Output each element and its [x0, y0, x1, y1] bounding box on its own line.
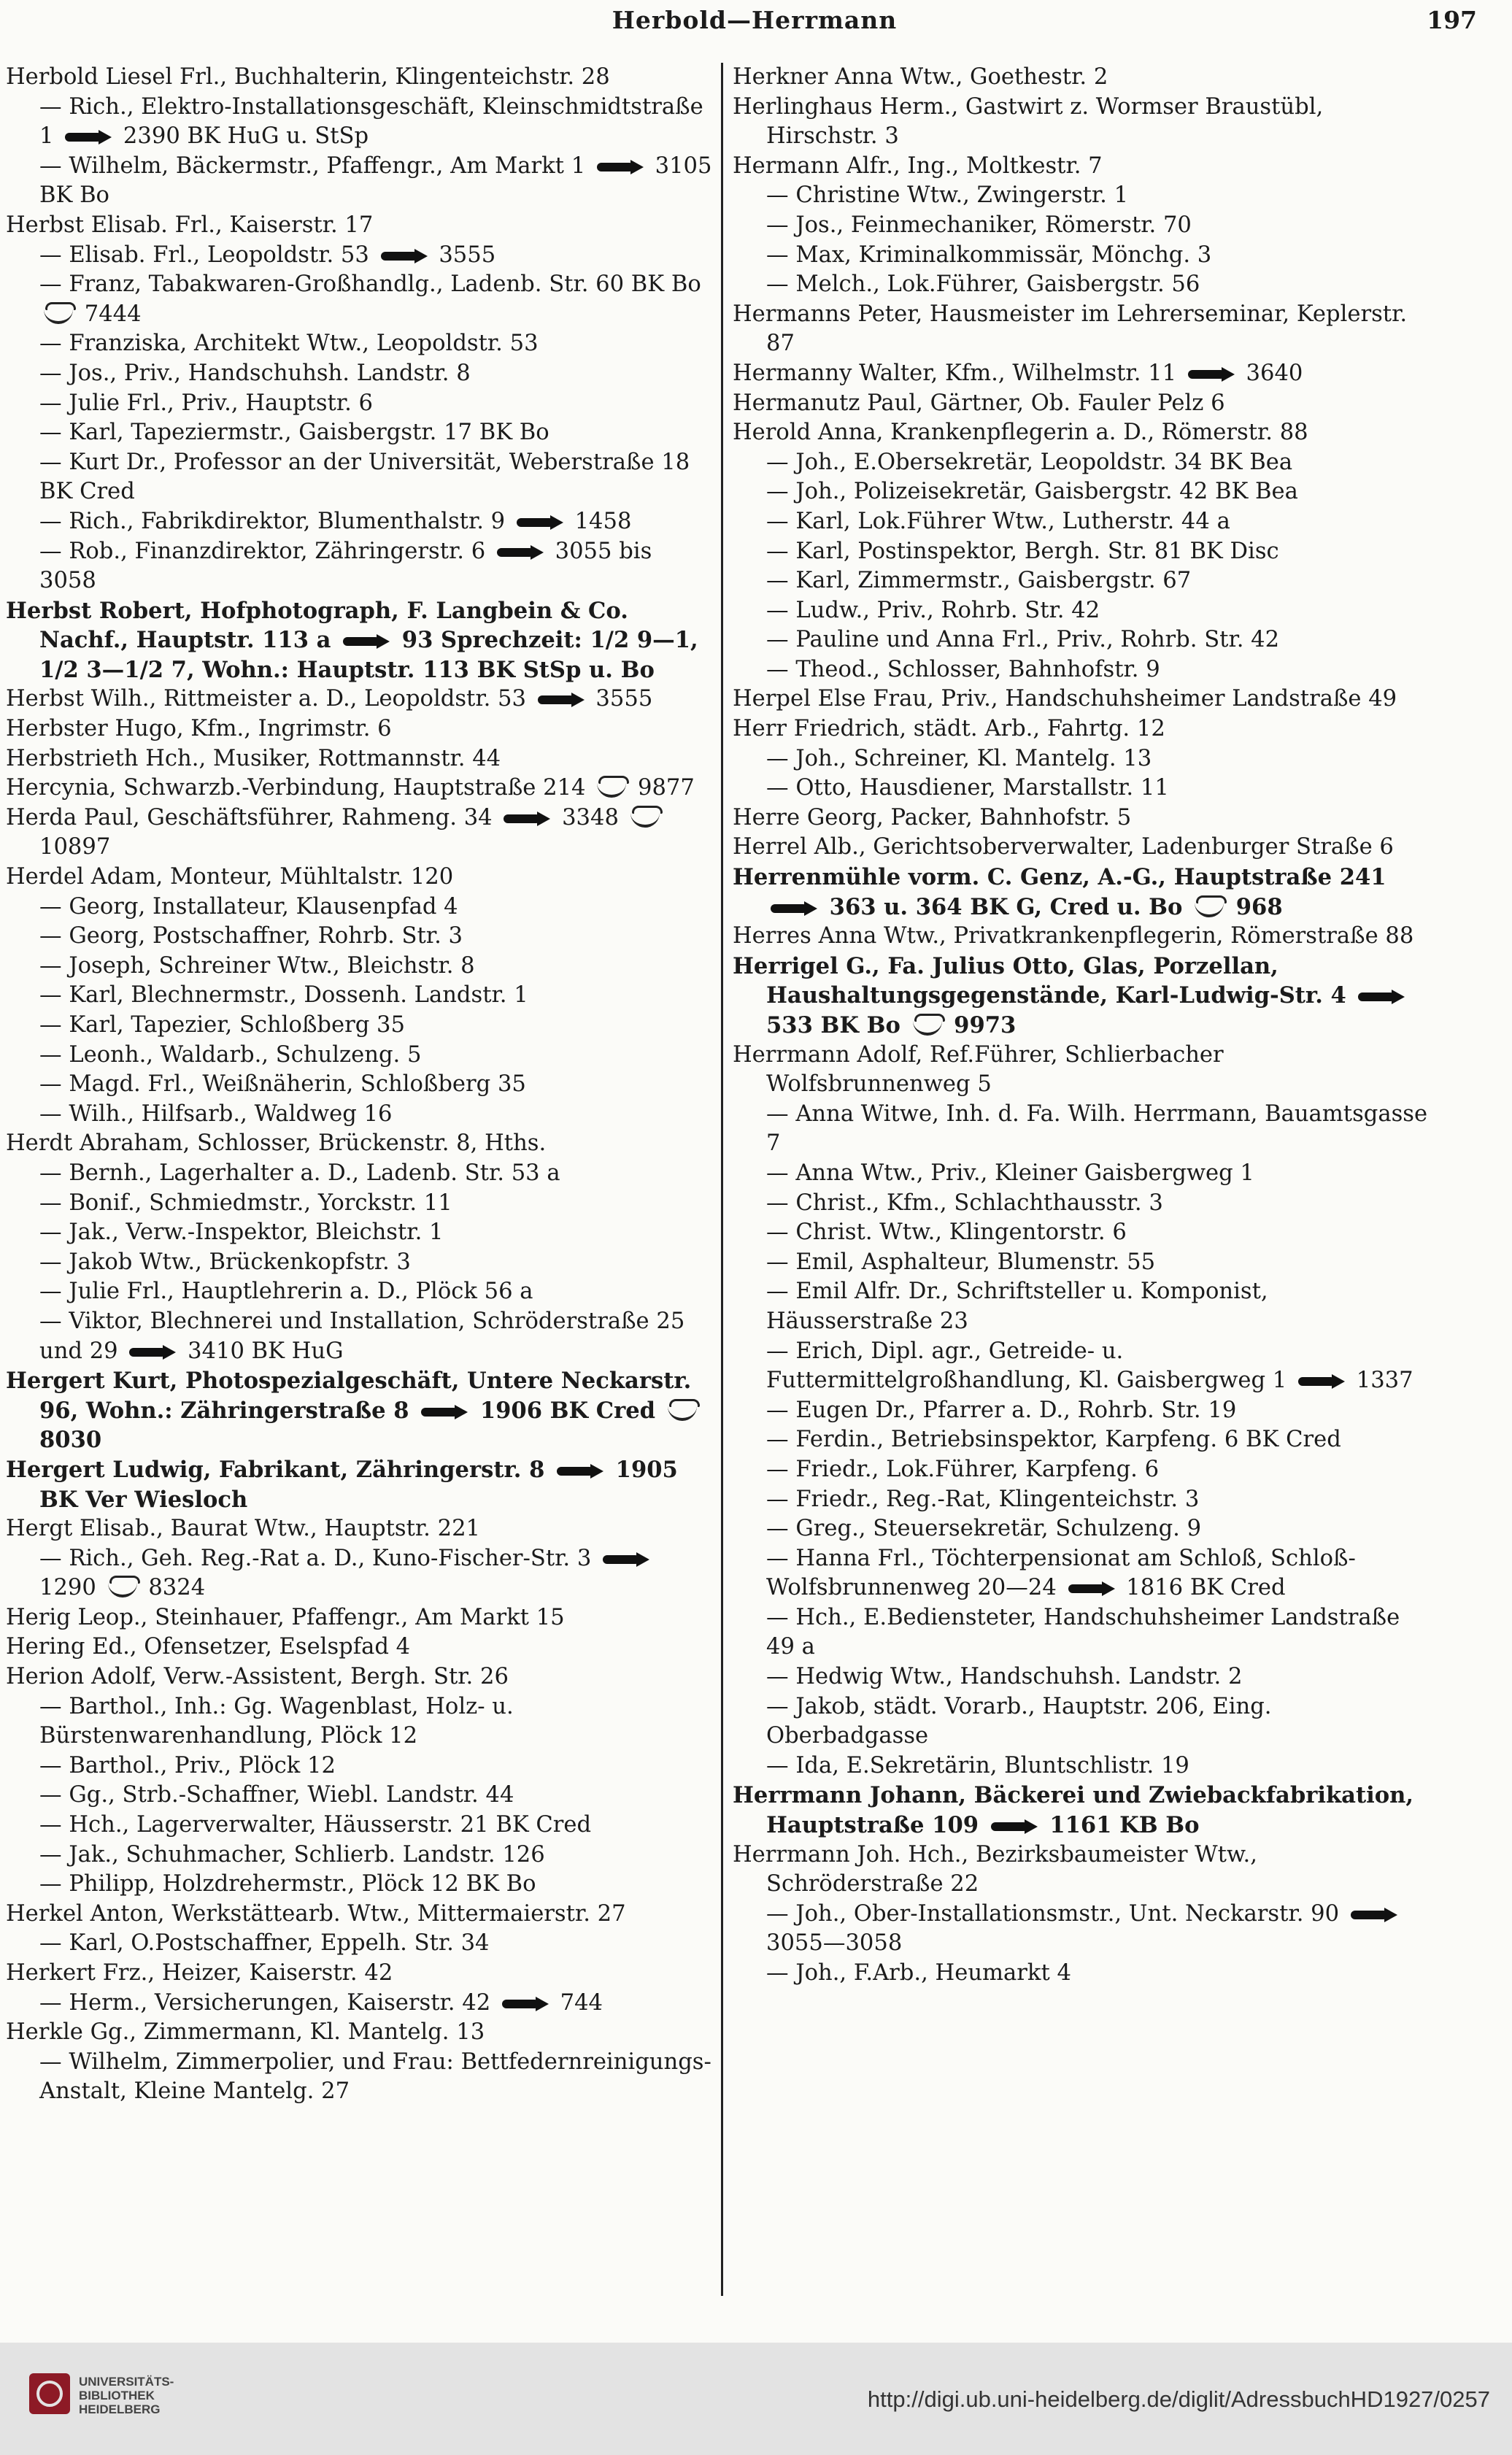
directory-entry: — Jak., Verw.-Inspektor, Bleichstr. 1	[39, 1219, 444, 1246]
directory-entry: — Ludw., Priv., Rohrb. Str. 42	[766, 597, 1100, 623]
directory-entry: — Anna Wtw., Priv., Kleiner Gaisbergweg 1	[766, 1160, 1254, 1186]
phone-pointer-icon	[1188, 367, 1235, 382]
page-header	[15, 6, 1494, 38]
phone-pointer-icon	[557, 1464, 603, 1479]
directory-entry: — Wilhelm, Zimmerpolier, und Frau: Bettfedernreinigungs-Anstalt, Kleine Mantelg. 27	[39, 2049, 711, 2105]
directory-entry: — Erich, Dipl. agr., Getreide- u. Futtermittelgroßhandlung, Kl. Gaisbergweg 1 1337	[766, 1338, 1413, 1394]
directory-entry: — Max, Kriminalkommissär, Mönchg. 3	[766, 242, 1212, 268]
directory-entry: — Jakob Wtw., Brückenkopfstr. 3	[39, 1249, 411, 1275]
directory-entry: — Karl, Postinspektor, Bergh. Str. 81 BK Disc	[766, 538, 1279, 564]
directory-entry: — Pauline und Anna Frl., Priv., Rohrb. Str. 42	[766, 627, 1280, 653]
directory-entry: Herlinghaus Herm., Gastwirt z. Wormser Braustübl, Hirschstr. 3	[733, 93, 1324, 150]
phone-pointer-icon	[504, 812, 550, 826]
directory-entry: — Joh., Schreiner, Kl. Mantelg. 13	[766, 745, 1152, 771]
directory-entry: — Philipp, Holzdrehermstr., Plöck 12 BK Bo	[39, 1871, 536, 1897]
telephone-icon	[668, 1403, 697, 1421]
directory-entry: — Gg., Strb.-Schaffner, Wiebl. Landstr. 44	[39, 1782, 514, 1808]
directory-entry: — Karl, Tapezier, Schloßberg 35	[39, 1012, 405, 1038]
page-number: 197	[1427, 6, 1477, 34]
directory-entry: Hermanutz Paul, Gärtner, Ob. Fauler Pelz 6	[733, 390, 1225, 416]
directory-entry: Herrmann Adolf, Ref.Führer, Schlierbacher Wolfsbrunnenweg 5	[733, 1041, 1224, 1098]
directory-entry: — Christine Wtw., Zwingerstr. 1	[766, 182, 1129, 209]
directory-entry: Herrmann Joh. Hch., Bezirksbaumeister Wtw., Schröderstraße 22	[733, 1841, 1257, 1897]
telephone-icon	[597, 780, 626, 798]
phone-pointer-icon	[771, 901, 817, 916]
directory-entry: — Eugen Dr., Pfarrer a. D., Rohrb. Str. 19	[766, 1397, 1237, 1423]
directory-entry: Herion Adolf, Verw.-Assistent, Bergh. Str. 26	[6, 1664, 509, 1690]
directory-entry: Hergert Ludwig, Fabrikant, Zähringerstr. 8 1905 BK Ver Wiesloch	[6, 1456, 678, 1513]
library-logo[interactable]	[29, 2373, 175, 2429]
directory-entry: — Kurt Dr., Professor an der Universität, Weberstraße 18 BK Cred	[39, 449, 690, 505]
phone-pointer-icon	[381, 249, 428, 263]
directory-entry: — Bernh., Lagerhalter a. D., Ladenb. Str. 53 a	[39, 1160, 560, 1186]
directory-entry: — Joh., F.Arb., Heumarkt 4	[766, 1960, 1071, 1986]
directory-entry: Herrenmühle vorm. C. Genz, A.-G., Hauptstraße 241 363 u. 364 BK G, Cred u. Bo 968	[733, 864, 1386, 920]
directory-entry: — Joh., E.Obersekretär, Leopoldstr. 34 BK Bea	[766, 449, 1293, 475]
directory-entry: — Wilhelm, Bäckermstr., Pfaffengr., Am Markt 1 3105 BK Bo	[39, 153, 712, 209]
directory-entry: Herbold Liesel Frl., Buchhalterin, Klingenteichstr. 28	[6, 64, 610, 90]
logo-line: BIBLIOTHEK	[79, 2389, 155, 2402]
directory-entry: — Hanna Frl., Töchterpensionat am Schloß, Schloß-Wolfsbrunnenweg 20—24 1816 BK Cred	[766, 1545, 1356, 1601]
directory-entry: — Franz, Tabakwaren-Großhandlg., Ladenb. Str. 60 BK Bo 7444	[39, 271, 701, 327]
directory-entry: — Leonh., Waldarb., Schulzeng. 5	[39, 1041, 422, 1068]
phone-pointer-icon	[1068, 1581, 1115, 1596]
directory-entry: — Joh., Ober-Installationsmstr., Unt. Neckarstr. 90 3055—3058	[733, 1900, 1433, 1959]
phone-pointer-icon	[991, 1819, 1038, 1834]
phone-pointer-icon	[1358, 990, 1405, 1004]
directory-entry: — Otto, Hausdiener, Marstallstr. 11	[766, 775, 1169, 801]
directory-entry: Herkner Anna Wtw., Goethestr. 2	[733, 64, 1108, 90]
directory-entry: — Ida, E.Sekretärin, Bluntschlistr. 19	[766, 1752, 1189, 1778]
directory-entry: — Jakob, städt. Vorarb., Hauptstr. 206, Eing. Oberbadgasse	[766, 1693, 1272, 1749]
right-column	[733, 63, 1433, 1989]
directory-entry: — Ferdin., Betriebsinspektor, Karpfeng. 6 BK Cred	[766, 1427, 1341, 1453]
seal-icon	[29, 2373, 70, 2414]
phone-pointer-icon	[129, 1345, 176, 1360]
logo-line: UNIVERSITÄTS-	[79, 2375, 174, 2389]
directory-entry: Hergt Elisab., Baurat Wtw., Hauptstr. 221	[6, 1516, 480, 1542]
source-url[interactable]: http://digi.ub.uni-heidelberg.de/diglit/AdressbuchHD1927/0257	[867, 2386, 1490, 2412]
directory-entry: Herrmann Johann, Bäckerei und Zwiebackfabrikation, Hauptstraße 109 1161 KB Bo	[733, 1782, 1414, 1839]
phone-pointer-icon	[497, 545, 544, 560]
directory-entry: — Jos., Feinmechaniker, Römerstr. 70	[766, 212, 1192, 238]
directory-entry: Herbst Elisab. Frl., Kaiserstr. 17	[6, 212, 374, 238]
directory-entry: — Joseph, Schreiner Wtw., Bleichstr. 8	[39, 952, 475, 979]
directory-entry: Herold Anna, Krankenpflegerin a. D., Römerstr. 88	[733, 420, 1308, 446]
directory-entry: Herbst Wilh., Rittmeister a. D., Leopoldstr. 53 3555	[6, 686, 653, 712]
telephone-icon	[44, 307, 73, 324]
directory-entry: — Emil Alfr. Dr., Schriftsteller u. Komponist, Häusserstraße 23	[766, 1279, 1268, 1334]
running-title: Herbold—Herrmann	[612, 6, 898, 34]
directory-entry: — Joh., Polizeisekretär, Gaisbergstr. 42 BK Bea	[766, 479, 1298, 505]
directory-entry: — Christ., Kfm., Schlachthausstr. 3	[766, 1190, 1163, 1216]
directory-entry: — Elisab. Frl., Leopoldstr. 53 3555	[39, 242, 496, 268]
directory-entry: — Hedwig Wtw., Handschuhsh. Landstr. 2	[766, 1664, 1243, 1690]
directory-entry: — Hch., Lagerverwalter, Häusserstr. 21 BK Cred	[39, 1812, 592, 1838]
directory-entry: Herres Anna Wtw., Privatkrankenpflegerin, Römerstraße 88	[733, 923, 1414, 949]
column-divider	[721, 63, 723, 2296]
directory-entry: Herre Georg, Packer, Bahnhofstr. 5	[733, 804, 1132, 830]
directory-entry: — Jak., Schuhmacher, Schlierb. Landstr. 126	[39, 1841, 545, 1868]
directory-entry: — Anna Witwe, Inh. d. Fa. Wilh. Herrmann, Bauamtsgasse 7	[766, 1101, 1428, 1157]
directory-entry: — Jos., Priv., Handschuhsh. Landstr. 8	[39, 360, 471, 386]
phone-pointer-icon	[517, 515, 563, 530]
telephone-icon	[1195, 900, 1224, 917]
phone-pointer-icon	[343, 634, 390, 649]
directory-entry: Hering Ed., Ofensetzer, Eselspfad 4	[6, 1634, 411, 1660]
directory-entry: — Christ. Wtw., Klingentorstr. 6	[766, 1219, 1127, 1246]
directory-entry: — Hch., E.Bediensteter, Handschuhsheimer Landstraße 49 a	[766, 1604, 1400, 1660]
directory-entry: Herpel Else Frau, Priv., Handschuhsheimer Landstraße 49	[733, 686, 1397, 712]
logo-line: HEIDELBERG	[79, 2402, 161, 2416]
directory-entry: — Julie Frl., Priv., Hauptstr. 6	[39, 390, 373, 416]
left-column	[6, 63, 712, 2107]
directory-entry: Herkle Gg., Zimmermann, Kl. Mantelg. 13	[6, 2019, 485, 2046]
phone-pointer-icon	[421, 1405, 468, 1419]
directory-entry: Herda Paul, Geschäftsführer, Rahmeng. 34 3348 10897	[6, 803, 712, 863]
phone-pointer-icon	[603, 1552, 649, 1567]
directory-entry: — Karl, Zimmermstr., Gaisbergstr. 67	[766, 568, 1192, 594]
telephone-icon	[913, 1018, 942, 1036]
phone-pointer-icon	[65, 130, 112, 144]
directory-entry: Herbstrieth Hch., Musiker, Rottmannstr. 44	[6, 745, 501, 771]
telephone-icon	[630, 810, 660, 828]
directory-entry: — Rich., Elektro-Installationsgeschäft, Kleinschmidtstraße 1 2390 BK HuG u. StSp	[39, 93, 703, 150]
directory-entry: — Theod., Schlosser, Bahnhofstr. 9	[766, 656, 1160, 682]
directory-entry: — Herm., Versicherungen, Kaiserstr. 42 744	[39, 1989, 603, 2016]
directory-entry: — Friedr., Lok.Führer, Karpfeng. 6	[766, 1456, 1160, 1482]
directory-entry: Herkert Frz., Heizer, Kaiserstr. 42	[6, 1960, 393, 1986]
directory-entry: — Bonif., Schmiedmstr., Yorckstr. 11	[39, 1190, 452, 1216]
directory-entry: Hermann Alfr., Ing., Moltkestr. 7	[733, 153, 1103, 179]
directory-entry: — Friedr., Reg.-Rat, Klingenteichstr. 3	[766, 1486, 1200, 1512]
directory-entry: — Barthol., Inh.: Gg. Wagenblast, Holz- u. Bürstenwarenhandlung, Plöck 12	[39, 1693, 514, 1749]
directory-entry: — Georg, Installateur, Klausenpfad 4	[39, 893, 458, 920]
directory-entry: Herr Friedrich, städt. Arb., Fahrtg. 12	[733, 716, 1165, 742]
phone-pointer-icon	[597, 160, 644, 174]
phone-pointer-icon	[1351, 1908, 1397, 1922]
directory-entry: — Karl, O.Postschaffner, Eppelh. Str. 34	[39, 1930, 490, 1957]
directory-entry: — Magd. Frl., Weißnäherin, Schloßberg 35	[39, 1071, 526, 1098]
directory-entry: — Emil, Asphalteur, Blumenstr. 55	[766, 1249, 1156, 1275]
telephone-icon	[108, 1580, 137, 1598]
phone-pointer-icon	[502, 1997, 549, 2011]
directory-entry: — Julie Frl., Hauptlehrerin a. D., Plöck 56 a	[39, 1279, 533, 1305]
phone-pointer-icon	[538, 693, 585, 707]
directory-entry: Herdt Abraham, Schlosser, Brückenstr. 8, Hths.	[6, 1130, 547, 1157]
directory-entry: — Karl, Tapeziermstr., Gaisbergstr. 17 BK Bo	[39, 420, 549, 446]
directory-entry: — Melch., Lok.Führer, Gaisbergstr. 56	[766, 271, 1200, 298]
directory-entry: — Rob., Finanzdirektor, Zähringerstr. 6 3055 bis 3058	[39, 538, 652, 594]
directory-entry: Herdel Adam, Monteur, Mühltalstr. 120	[6, 864, 454, 890]
directory-entry: — Barthol., Priv., Plöck 12	[39, 1752, 336, 1778]
directory-entry: Herrel Alb., Gerichtsoberverwalter, Ladenburger Straße 6	[733, 834, 1394, 860]
logo-text	[79, 2375, 225, 2416]
phone-pointer-icon	[1298, 1374, 1345, 1389]
directory-entry: — Rich., Geh. Reg.-Rat a. D., Kuno-Fischer-Str. 3 1290 8324	[6, 1544, 712, 1603]
directory-entry: — Rich., Fabrikdirektor, Blumenthalstr. 9 1458	[39, 508, 632, 534]
footer-bar	[0, 2343, 1512, 2455]
directory-entry: Hermanns Peter, Hausmeister im Lehrerseminar, Keplerstr. 87	[733, 301, 1408, 357]
directory-entry: Herbst Robert, Hofphotograph, F. Langbein & Co. Nachf., Hauptstr. 113 a 93 Sprechzeit: 1/2 9—1, 1/2 3—1/2 7, Wohn.: Hauptstr. 113 BK StSp u. Bo	[6, 597, 698, 683]
directory-entry: Hergert Kurt, Photospezialgeschäft, Untere Neckarstr. 96, Wohn.: Zähringerstraße 8 1906 BK Cred 8030	[6, 1366, 712, 1455]
directory-entry: — Viktor, Blechnerei und Installation, Schröderstraße 25 und 29 3410 BK HuG	[39, 1308, 685, 1364]
directory-entry: Herbster Hugo, Kfm., Ingrimstr. 6	[6, 716, 392, 742]
directory-entry: — Karl, Lok.Führer Wtw., Lutherstr. 44 a	[766, 508, 1230, 534]
directory-entry: — Karl, Blechnermstr., Dossenh. Landstr. 1	[39, 982, 528, 1009]
directory-entry: — Georg, Postschaffner, Rohrb. Str. 3	[39, 923, 463, 949]
directory-entry: — Greg., Steuersekretär, Schulzeng. 9	[766, 1516, 1202, 1542]
directory-entry: — Wilh., Hilfsarb., Waldweg 16	[39, 1101, 393, 1127]
directory-entry: Herkel Anton, Werkstättearb. Wtw., Mittermaierstr. 27	[6, 1900, 626, 1927]
directory-entry: Hermanny Walter, Kfm., Wilhelmstr. 11 3640	[733, 360, 1303, 386]
directory-entry: — Franziska, Architekt Wtw., Leopoldstr. 53	[39, 331, 539, 357]
directory-entry: Hercynia, Schwarzb.-Verbindung, Hauptstraße 214 9877	[6, 775, 695, 801]
directory-entry: Herig Leop., Steinhauer, Pfaffengr., Am Markt 15	[6, 1604, 565, 1630]
directory-entry: Herrigel G., Fa. Julius Otto, Glas, Porzellan, Haushaltungsgegenstände, Karl-Ludwig-Str. 4 533 BK Bo 9973	[733, 952, 1433, 1041]
